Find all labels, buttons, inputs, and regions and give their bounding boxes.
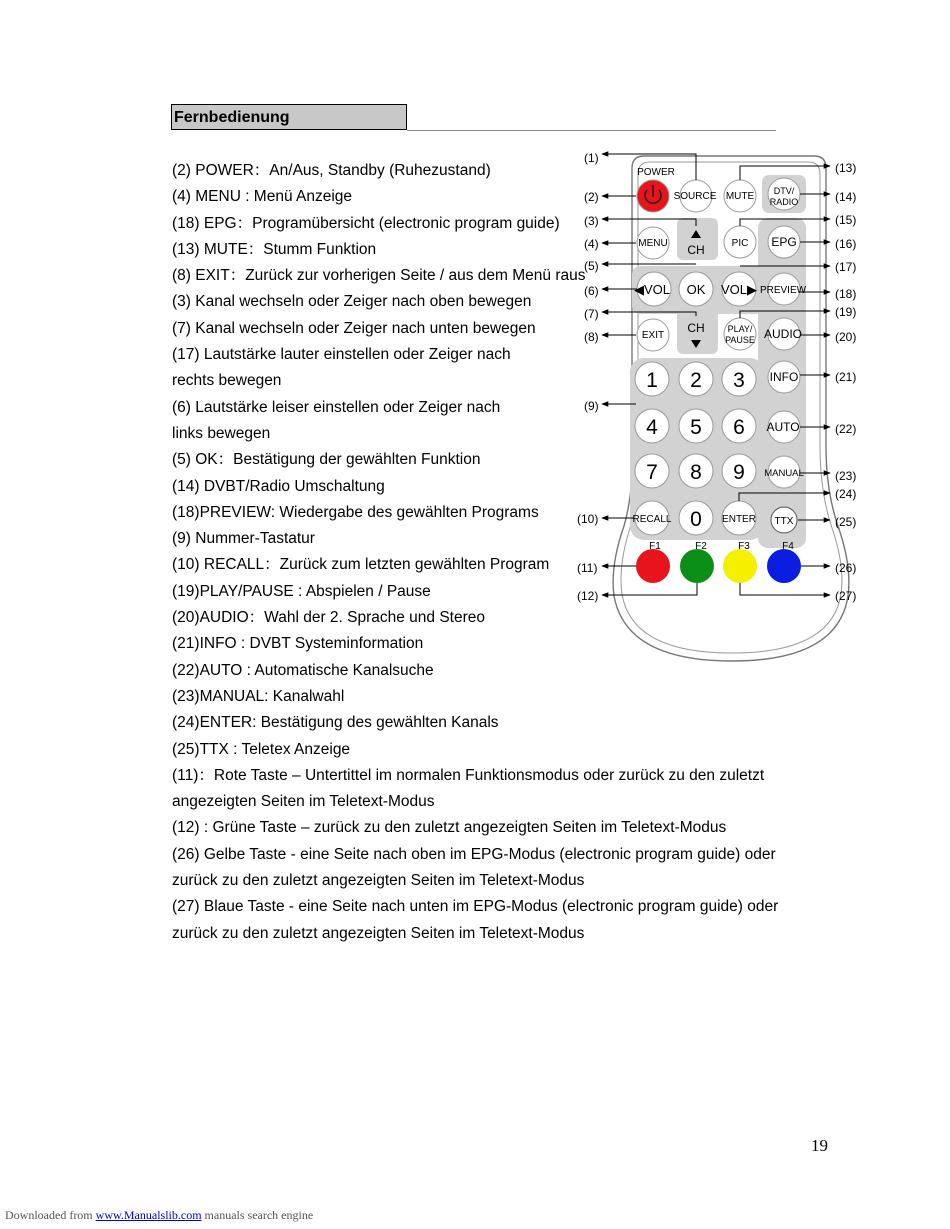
desc-item: (11)：Rote Taste – Untertittel im normalen Funktionsmodus oder zurück zu den zuletzt angezeigten Seiten im Teletext-Modus	[172, 766, 765, 811]
callout-24: (24)	[835, 487, 857, 501]
desc-item: (20)AUDIO：Wahl der 2. Sprache und Stereo	[172, 609, 486, 627]
f3-label: F3	[738, 541, 750, 552]
desc-item: (5) OK：Bestätigung der gewählten Funktion	[172, 451, 481, 469]
f1-red-button	[636, 549, 670, 583]
desc-item: (9) Nummer-Tastatur	[172, 530, 315, 548]
play-label-1: PLAY/	[727, 324, 753, 334]
desc-item: (6) Lautstärke leiser einstellen oder Zeiger nach links bewegen	[172, 398, 501, 442]
desc-item: (24)ENTER: Bestätigung des gewählten Kanals	[172, 714, 499, 732]
callout-21: (21)	[835, 370, 857, 384]
key-1-label: 1	[646, 369, 658, 392]
f2-label: F2	[695, 541, 707, 552]
f3-yellow-button	[723, 549, 757, 583]
page-number: 19	[811, 1136, 828, 1155]
callout-18: (18)	[835, 287, 857, 301]
dtv-label-1: DTV/	[773, 186, 795, 196]
title-underline	[407, 130, 776, 131]
callout-9: (9)	[584, 399, 599, 413]
key-0-label: 0	[690, 508, 702, 531]
exit-label: EXIT	[641, 330, 665, 341]
audio-label: AUDIO	[763, 327, 803, 341]
desc-item: (12) : Grüne Taste – zurück zu den zuletzt angezeigten Seiten im Teletext-Modus	[172, 819, 727, 837]
desc-item: (18) EPG：Programübersicht (electronic program guide)	[172, 214, 560, 232]
desc-item: (14) DVBT/Radio Umschaltung	[172, 477, 385, 495]
desc-item: (26) Gelbe Taste - eine Seite nach oben im EPG-Modus (electronic program guide) oder zurück zu den zuletzt angezeigten Seiten im Teletext-Modus	[172, 845, 776, 890]
callout-3: (3)	[584, 214, 599, 228]
key-4-label: 4	[646, 416, 658, 439]
callout-25: (25)	[835, 515, 857, 529]
desc-item: (23)MANUAL: Kanalwahl	[172, 687, 345, 705]
menu-label: MENU	[638, 238, 668, 249]
footer-suffix: manuals search engine	[201, 1208, 314, 1222]
callout-12: (12)	[577, 589, 599, 603]
desc-item: (17) Lautstärke lauter einstellen oder Zeiger nach rechts bewegen	[172, 346, 511, 390]
callout-20: (20)	[835, 330, 857, 344]
callout-4: (4)	[584, 237, 599, 251]
dtv-label-2: RADIO	[769, 197, 799, 207]
callout-8: (8)	[584, 330, 599, 344]
remote-diagram	[572, 146, 872, 666]
source-label: SOURCE	[673, 191, 717, 202]
desc-item: (25)TTX : Teletex Anzeige	[172, 740, 351, 758]
ch-up-label: CH	[687, 243, 705, 257]
play-pause-button	[724, 318, 756, 350]
key-6-label: 6	[733, 416, 745, 439]
footer-prefix: Downloaded from	[5, 1208, 96, 1222]
callout-19: (19)	[835, 305, 857, 319]
ttx-label: TTX	[774, 516, 794, 527]
callout-5: (5)	[584, 259, 599, 273]
vol-left-label: ◀VOL	[633, 282, 671, 297]
key-2-label: 2	[690, 369, 702, 392]
recall-label: RECALL	[632, 514, 672, 525]
key-5-label: 5	[690, 416, 702, 439]
desc-item: (19)PLAY/PAUSE : Abspielen / Pause	[172, 582, 431, 600]
desc-item: (13) MUTE：Stumm Funktion	[172, 240, 377, 258]
callout-26: (26)	[835, 561, 857, 575]
callout-22: (22)	[835, 422, 857, 436]
desc-item: (4) MENU : Menü Anzeige	[172, 188, 353, 206]
key-3-label: 3	[733, 369, 745, 392]
manual-label: MANUAL	[764, 468, 804, 479]
desc-item: (21)INFO : DVBT Systeminformation	[172, 635, 424, 653]
callout-23: (23)	[835, 469, 857, 483]
manualslib-link[interactable]: www.Manualslib.com	[95, 1208, 202, 1222]
power-label: POWER	[637, 167, 675, 178]
ch-down-label: CH	[687, 321, 705, 335]
callout-10: (10)	[577, 512, 599, 526]
callout-15: (15)	[835, 213, 857, 227]
epg-label: EPG	[771, 235, 797, 249]
pic-label: PIC	[731, 238, 749, 249]
callout-7: (7)	[584, 307, 599, 321]
callout-1: (1)	[584, 151, 599, 165]
f4-blue-button	[767, 549, 801, 583]
desc-item: (3) Kanal wechseln oder Zeiger nach oben bewegen	[172, 293, 532, 311]
desc-item: (27) Blaue Taste - eine Seite nach unten im EPG-Modus (electronic program guide) oder zurück zu den zuletzt angezeigten Seiten im Teletext-Modus	[172, 898, 779, 942]
callout-27: (27)	[835, 589, 857, 603]
enter-label: ENTER	[722, 514, 756, 525]
desc-item: (2) POWER：An/Aus, Standby (Ruhezustand)	[172, 162, 491, 179]
f1-label: F1	[649, 541, 661, 552]
callout-11: (11)	[577, 561, 598, 575]
key-9-label: 9	[733, 461, 745, 484]
play-label-2: PAUSE	[725, 335, 755, 345]
auto-label: AUTO	[766, 420, 800, 434]
desc-item: (8) EXIT：Zurück zur vorherigen Seite / aus dem Menü raus	[172, 267, 586, 285]
callout-2: (2)	[584, 190, 599, 204]
desc-item: (10) RECALL：Zurück zum letzten gewählten Program	[172, 556, 550, 574]
callout-13: (13)	[835, 161, 857, 175]
callout-14: (14)	[835, 190, 857, 204]
preview-label: PREVIEW	[759, 285, 807, 296]
key-7-label: 7	[646, 461, 658, 484]
callout-16: (16)	[835, 237, 857, 251]
f2-green-button	[680, 549, 714, 583]
callout-6: (6)	[584, 284, 599, 298]
download-footer	[5, 1208, 313, 1223]
desc-item: (7) Kanal wechseln oder Zeiger nach unten bewegen	[172, 319, 536, 337]
mute-label: MUTE	[725, 191, 755, 202]
ok-label: OK	[686, 282, 706, 297]
vol-right-label: VOL▶	[720, 282, 758, 297]
callout-17: (17)	[835, 260, 857, 274]
desc-item: (18)PREVIEW: Wiedergabe des gewählten Programs	[172, 503, 539, 521]
f4-label: F4	[782, 541, 794, 552]
info-label: INFO	[769, 370, 799, 384]
section-title: Fernbedienung	[171, 104, 407, 130]
key-8-label: 8	[690, 461, 702, 484]
desc-item: (22)AUTO : Automatische Kanalsuche	[172, 661, 434, 679]
